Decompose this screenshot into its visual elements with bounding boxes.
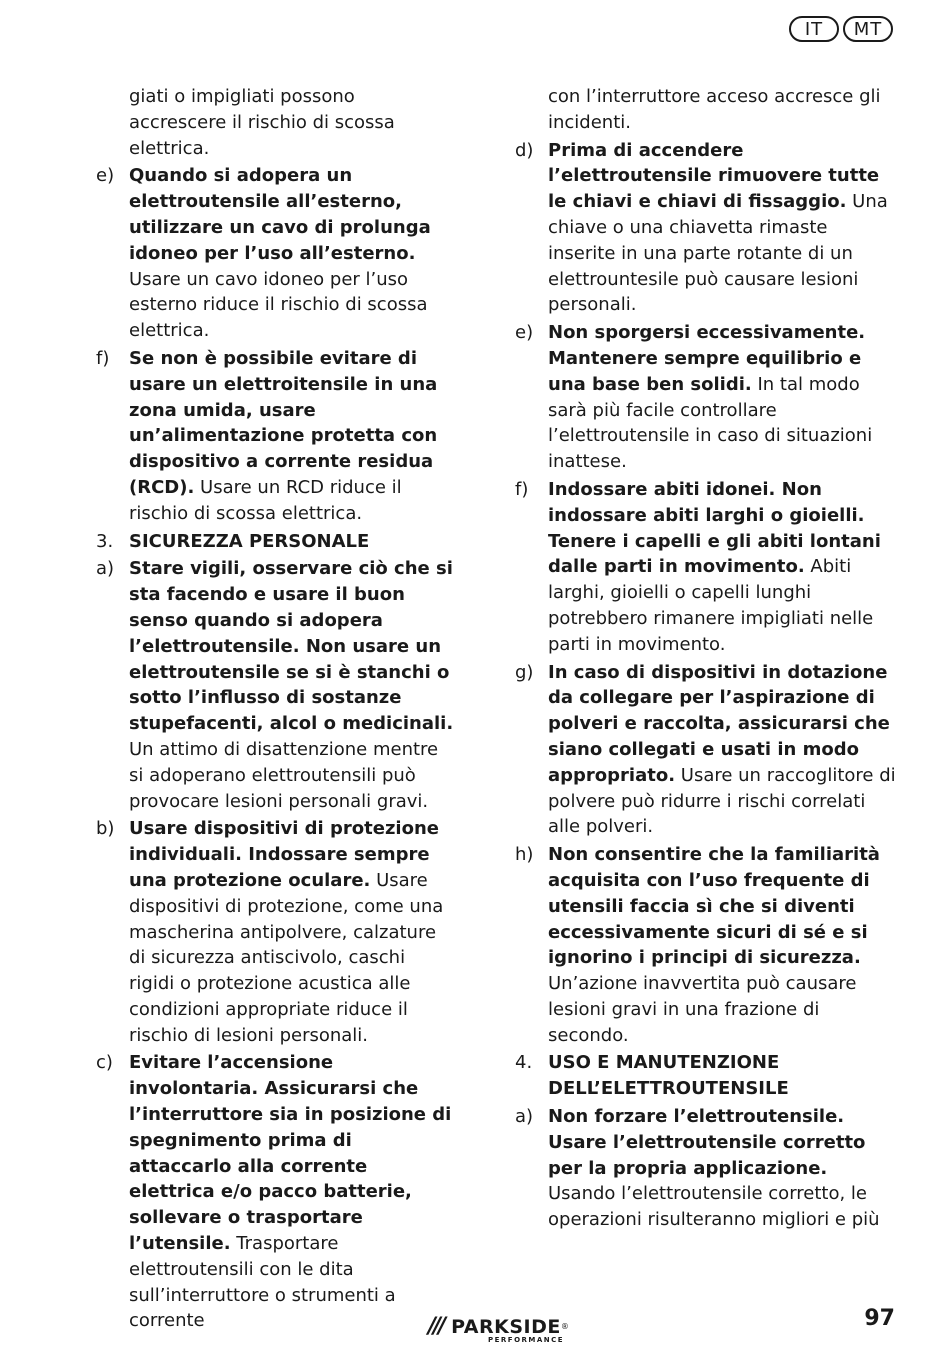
item-label: e) xyxy=(96,165,115,187)
item-bold: In caso di dispositivi in dotazione da collegare per l’aspirazione di polveri e raccolta, assicurarsi che siano collegati e usati in modo appropriato. xyxy=(548,661,890,786)
item-bold: Indossare abiti idonei. Non indossare abiti larghi o gioielli. Tenere i capelli e gli abiti lontani dalle parti in movimento. xyxy=(548,478,881,578)
item-body xyxy=(548,477,900,658)
item-text: Usare un RCD riduce il rischio di scossa elettrica. xyxy=(129,476,402,524)
item-label: h) xyxy=(515,844,534,866)
item-bold: Evitare l’accensione involontaria. Assicurarsi che l’interruttore sia in posizione di spegnimento prima di attaccarlo alla corrente elettrica e/o pacco batterie, sollevare o trasportare l’utensile. xyxy=(129,1052,452,1255)
item-bold: Stare vigili, osservare ciò che si sta facendo e usare il buon senso quando si adopera l’elettroutensile. Non usare un elettroutensile se si è stanchi o sotto l’influsso di sostanze stupefacenti, alcol o medicinali. xyxy=(129,558,454,735)
item-text: Una chiave o una chiavetta rimaste inserite in una parte rotante di un elettrountesile può causare lesioni personali. xyxy=(548,191,888,316)
language-badges xyxy=(789,16,893,42)
registered-mark: ® xyxy=(560,1322,569,1331)
page-footer xyxy=(0,1306,950,1350)
item-label: f) xyxy=(96,347,110,369)
item-text: In tal modo sarà più facile controllare l’elettroutensile in caso di situazioni inattese. xyxy=(548,373,873,473)
right-column xyxy=(515,84,900,1233)
item-body xyxy=(129,556,456,814)
item-text: Un attimo di disattenzione mentre si adoperano elettroutensili può provocare lesioni personali gravi. xyxy=(129,738,439,812)
item-body xyxy=(548,1104,900,1233)
item-body xyxy=(548,660,900,841)
item-label: a) xyxy=(515,1106,534,1128)
item-body xyxy=(129,346,456,527)
item-body xyxy=(548,138,900,319)
list-item-a xyxy=(96,556,456,814)
list-item-d xyxy=(515,138,900,319)
item-bold: Se non è possibile evitare di usare un elettroitensile in una zona umida, usare un’alimentazione protetta con dispositivo a corrente residua (RCD). xyxy=(129,347,438,498)
item-text: Un’azione inavvertita può causare lesioni gravi in una frazione di secondo. xyxy=(548,973,857,1046)
item-label: e) xyxy=(515,322,534,344)
item-label: d) xyxy=(515,139,534,161)
list-item-b xyxy=(96,816,456,1048)
item-label: c) xyxy=(96,1052,113,1074)
item-bold: Non consentire che la familiarità acquisita con l’uso frequente di utensili faccia sì che si diventi eccessivamente sicuri di sé e si ignorino i principi di sicurezza. xyxy=(548,844,880,969)
brand-name: PARKSIDE xyxy=(451,1315,561,1338)
section-number: 4. xyxy=(515,1052,533,1074)
section-title: SICUREZZA PERSONALE xyxy=(129,530,370,552)
left-column xyxy=(96,84,456,1334)
brand-subtitle: PERFORMANCE xyxy=(488,1336,565,1344)
list-item-e xyxy=(96,163,456,344)
list-item-g xyxy=(515,660,900,841)
language-badge-it: IT xyxy=(789,16,839,42)
list-item-f xyxy=(515,477,900,658)
section-heading-3 xyxy=(96,529,456,555)
section-title: USO E MANUTENZIONE DELL’ELETTROUTENSILE xyxy=(548,1052,789,1100)
item-text: Usare un raccoglitore di polvere può ridurre i rischi correlati alle polveri. xyxy=(548,764,896,838)
item-label: g) xyxy=(515,661,534,683)
item-bold: Quando si adopera un elettroutensile all’esterno, utilizzare un cavo di prolunga idoneo per l’uso all’esterno. xyxy=(129,165,431,264)
item-bold: Prima di accendere l’elettroutensile rimuovere tutte le chiavi e chiavi di fissaggio. xyxy=(548,139,880,213)
list-item-e xyxy=(515,320,900,475)
item-body xyxy=(129,1050,456,1334)
item-bold: Non sporgersi eccessivamente. Mantenere sempre equilibrio e una base ben solidi. xyxy=(548,322,866,395)
item-body xyxy=(548,320,900,475)
page-number: 97 xyxy=(864,1306,895,1331)
item-label: a) xyxy=(96,558,115,580)
item-text: Usare dispositivi di protezione, come una mascherina antipolvere, calzature di sicurezza antiscivolo, caschi rigidi o protezione acustica alle condizioni appropriate riduce il rischio di lesioni personali. xyxy=(129,869,444,1046)
item-label: f) xyxy=(515,478,529,500)
item-text: Abiti larghi, gioielli o capelli lunghi potrebbero rimanere impigliati nelle parti in movimento. xyxy=(548,556,874,655)
list-item-c xyxy=(96,1050,456,1334)
item-label: b) xyxy=(96,818,115,840)
continued-text: giati o impigliati possono accrescere il rischio di scossa elettrica. xyxy=(129,86,395,159)
language-badge-mt: MT xyxy=(843,16,893,42)
section-number: 3. xyxy=(96,530,114,552)
section-heading-4 xyxy=(515,1050,900,1102)
item-text: Trasportare elettroutensili con le dita sull’interruttore o strumenti a corrente xyxy=(129,1233,396,1332)
logo-slashes-icon: /// xyxy=(428,1314,444,1339)
list-item-a xyxy=(515,1104,900,1233)
continued-text: con l’interruttore acceso accresce gli incidenti. xyxy=(548,86,881,133)
item-bold: Usare dispositivi di protezione individuali. Indossare sempre una protezione oculare. xyxy=(129,818,439,891)
item-text: Usando l’elettroutensile corretto, le operazioni risulteranno migliori e più xyxy=(548,1183,880,1231)
list-item-f xyxy=(96,346,456,527)
item-body xyxy=(129,163,456,344)
item-body xyxy=(129,816,456,1048)
item-body xyxy=(548,842,900,1048)
item-text: Usare un cavo idoneo per l’uso esterno riduce il rischio di scossa elettrica. xyxy=(129,268,428,342)
item-bold: Non forzare l’elettroutensile. Usare l’elettroutensile corretto per la propria applicazione. xyxy=(548,1106,866,1179)
list-item-h xyxy=(515,842,900,1048)
